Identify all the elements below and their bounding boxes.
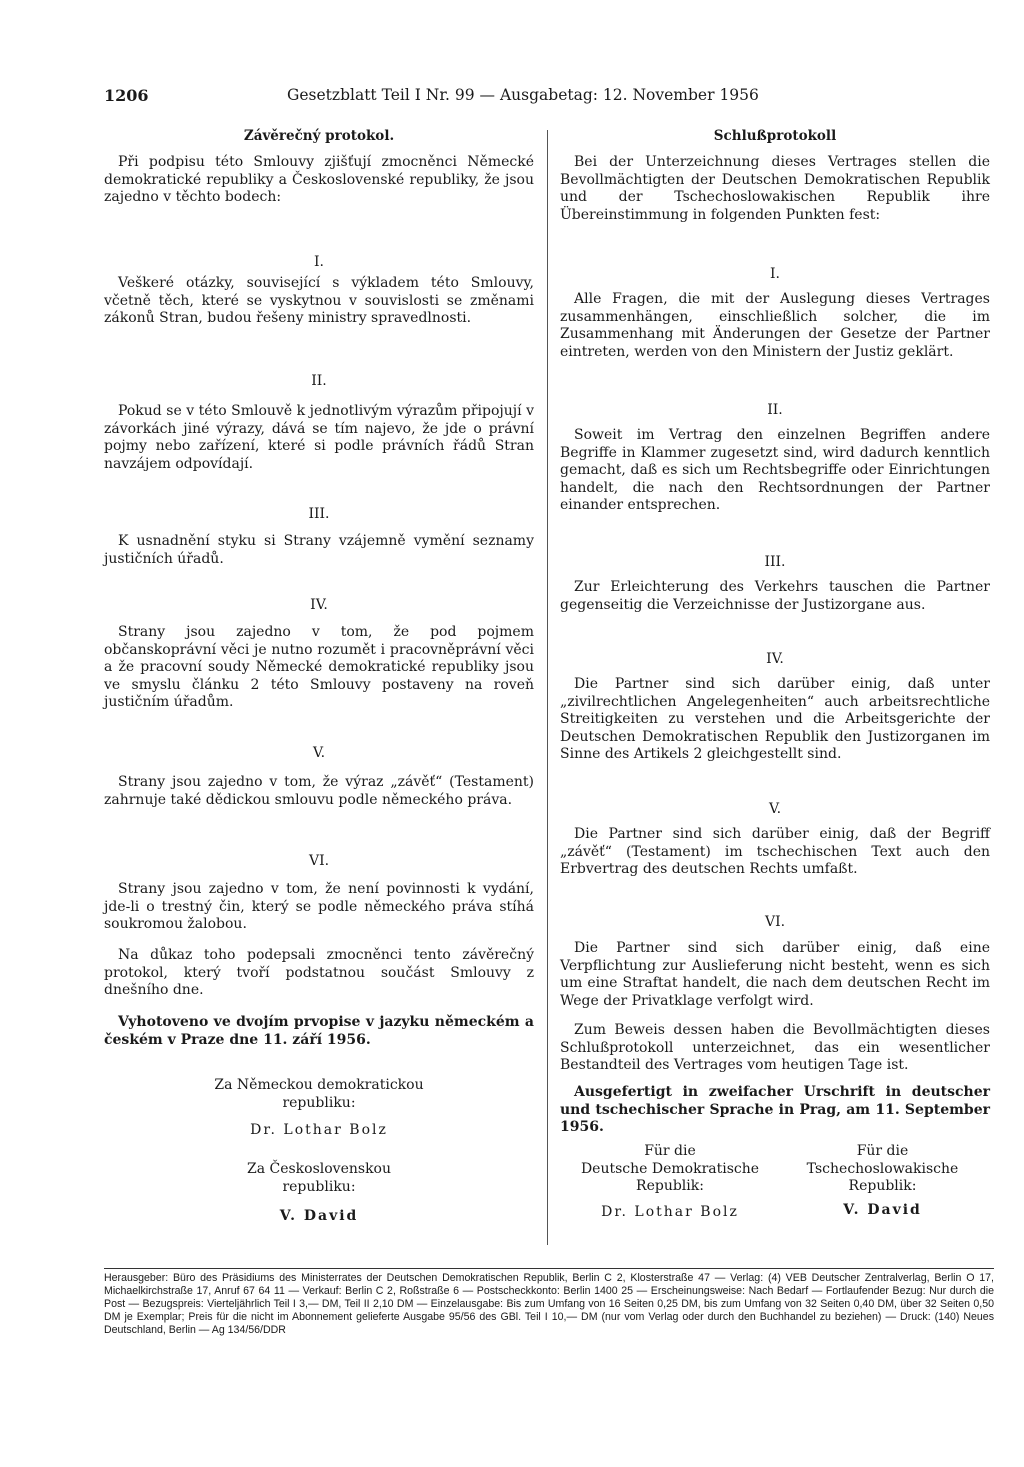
right-section-6 [560,940,990,1010]
footer-rule [104,1268,994,1269]
left-sig1-line2: republiku: [282,1094,356,1111]
left-sig2-name: V. David [279,1208,359,1224]
right-sig-ddr-line1: Für die [644,1143,696,1159]
right-sig-ddr-line2: Deutsche Demokratische [580,1160,760,1177]
column-divider [547,130,548,1245]
right-section-1 [560,291,990,361]
left-section-2-text: Pokud se v této Smlouvě k jednotlivým výrazům připojují v závorkách jiné výrazy, dává se tím najevo, že jde o právní pojmy nebo zařízení, které si podle právních řádů Stran navzájem odpovídají. [104,403,534,472]
right-sig-cs-line3: Republik: [848,1178,917,1195]
right-section-5 [560,826,990,879]
right-section-4 [560,676,990,764]
right-section-4-text: Die Partner sind sich darüber einig, daß unter „zivilrechtlichen Angelegenheiten“ auch arbeitsrechtliche Streitigkeiten zu verstehen und die Arbeitsgerichte der Deutschen Demokratischen Republik den Justizorganen im Sinne des Artikels 2 gleichgestellt sind. [560,676,990,763]
right-section-2-text: Soweit im Vertrag den einzelnen Begriffen andere Begriffe in Klammer zugesetzt sind, wird dadurch kenntlich gemacht, daß es sich um Rechtsbegriffe oder Einrichtungen handelt, die nach den Rechtsordnungen der Partner einander entsprechen. [560,427,990,514]
right-signature-ddr [560,1143,780,1196]
left-section-6-text: Strany jsou zajedno v tom, že není povinnosti k vydání, jde-li o trestný čin, který se podle německého práva stíhá soukromou žalobou. [104,881,534,933]
page-number: 1206 [104,86,149,105]
running-head: Gesetzblatt Teil I Nr. 99 — Ausgabetag: 12. November 1956 [287,86,759,104]
left-sig1-name: Dr. Lothar Bolz [250,1122,388,1138]
page-header [104,86,994,110]
left-witness [104,947,534,1000]
right-section-5-number: V. [768,801,782,817]
right-section-3-number: III. [764,554,786,570]
left-signature-block-1 [104,1077,534,1112]
left-section-3-text: K usnadnění styku si Strany vzájemně vymění seznamy justičních úřadů. [104,533,534,567]
left-section-1-text: Veškeré otázky, související s výkladem této Smlouvy, včetně těch, které se vyskytnou v souvislosti se změnami zákonů Stran, budou řešeny ministry spravedlnosti. [104,275,534,327]
left-section-5-text: Strany jsou zajedno v tom, že výraz „závěť“ (Testament) zahrnuje také dědickou smlouvu podle německého práva. [104,774,534,808]
left-section-6 [104,881,534,934]
right-witness [560,1022,990,1075]
right-section-3 [560,579,990,614]
left-section-6-number: VI. [308,853,330,869]
left-title: Závěrečný protokol. [243,128,395,144]
left-sig2-line1: Za Československou [246,1161,392,1177]
right-section-4-number: IV. [766,651,784,667]
right-done [560,1084,990,1137]
left-signature-block-2 [104,1161,534,1196]
right-sig-cs-line1: Für die [856,1143,909,1159]
right-sig-ddr-line3: Republik: [636,1178,704,1195]
left-section-2-number: II. [311,373,327,389]
right-sig-cs-line2: Tschechoslowakische [806,1160,959,1177]
left-section-5 [104,774,534,809]
right-witness-text: Zum Beweis dessen haben die Bevollmächtigten dieses Schlußprotokoll unterzeichnet, das ein wesentlicher Bestandteil des Vertrages vom heutigen Tage ist. [560,1022,990,1074]
right-section-2 [560,427,990,515]
right-sig-cs-name: V. David [843,1202,922,1218]
right-section-1-text: Alle Fragen, die mit der Auslegung dieses Vertrages zusammenhängen, einschließlich solcher, die im Zusammenhang mit Änderungen der Gesetze der Partner eintreten, werden von den Ministern der Justiz geklärt. [560,291,990,360]
right-intro-text: Bei der Unterzeichnung dieses Vertrages stellen die Bevollmächtigten der Deutschen Demokratischen Republik und der Tschechoslowakischen Republik ihre Übereinstimmung in folgenden Punkten fest: [560,154,990,223]
right-section-5-text: Die Partner sind sich darüber einig, daß der Begriff „závěť“ (Testament) im tschechischen Text auch den Erbvertrag des deutschen Rechts umfaßt. [560,826,990,878]
right-done-text: Ausgefertigt in zweifacher Urschrift in deutscher und tschechischer Sprache in Prag, am 11. September 1956. [560,1084,990,1136]
right-section-6-number: VI. [764,914,786,930]
right-section-1-number: I. [770,266,780,282]
left-section-4-text: Strany jsou zajedno v tom, že pod pojmem občanskoprávní věci je nutno rozumět i pracovněprávní věci a že pracovní soudy Německé demokratické republiky jsou ve smyslu článku 2 této Smlouvy postaveny na roveň justičním úřadům. [104,624,534,711]
left-section-4-number: IV. [310,597,328,613]
left-intro [104,154,534,207]
left-intro-text: Při podpisu této Smlouvy zjišťují zmocněnci Německé demokratické republiky a Československé republiky, že jsou zajedno v těchto bodech: [104,154,534,206]
left-section-1 [104,275,534,328]
right-signature-cs [775,1143,990,1196]
left-section-3-number: III. [308,506,330,522]
left-section-1-number: I. [314,254,324,270]
left-done [104,1014,534,1049]
left-sig1-line1: Za Německou demokratickou [214,1077,424,1093]
left-section-2 [104,403,534,473]
right-section-3-text: Zur Erleichterung des Verkehrs tauschen die Partner gegenseitig die Verzeichnisse der Justizorgane aus. [560,579,990,613]
right-title: Schlußprotokoll [713,128,837,144]
right-intro [560,154,990,224]
right-section-6-text: Die Partner sind sich darüber einig, daß eine Verpflichtung zur Auslieferung nicht besteht, wenn es sich um eine Straftat handelt, die nach dem deutschen Recht im Wege der Privatklage verfolgt wird. [560,940,990,1009]
left-section-5-number: V. [312,745,326,761]
left-done-text: Vyhotoveno ve dvojím prvopise v jazyku německém a českém v Praze dne 11. září 1956. [104,1014,534,1048]
left-section-3 [104,533,534,568]
left-sig2-line2: republiku: [282,1178,356,1195]
left-section-4 [104,624,534,712]
footer-imprint: Herausgeber: Büro des Präsidiums des Ministerrates der Deutschen Demokratischen Republik, Berlin C 2, Klosterstraße 47 — Verlag: (4) VEB Deutscher Zentralverlag, Berlin O 17, Michaelkirchstraße 17, Anruf 67 64 11 — Verkauf: Berlin C 2, Roßstraße 6 — Postscheckkonto: Berlin 1400 25 — Erscheinungsweise: Nach Bedarf — Fortlaufender Bezug: Nur durch die Post — Bezugspreis: Vierteljährlich Teil I 3,— DM, Teil II 2,10 DM — Einzelausgabe: Bis zum Umfang von 16 Seiten 0,25 DM, bis zum Umfang von 32 Seiten 0,40 DM, über 32 Seiten 0,50 DM je Exemplar; Preis für die nicht im Abonnement gelieferte Ausgabe 95/56 des GBl. Teil I 10,— DM (nur vom Verlag oder durch den Buchhandel zu beziehen) — Druck: (140) Neues Deutschland, Berlin — Ag 134/56/DDR [104,1272,994,1336]
right-sig-ddr-name: Dr. Lothar Bolz [601,1204,739,1220]
right-section-2-number: II. [767,402,783,418]
left-witness-text: Na důkaz toho podepsali zmocněnci tento závěrečný protokol, který tvoří podstatnou součást Smlouvy z dnešního dne. [104,947,534,999]
